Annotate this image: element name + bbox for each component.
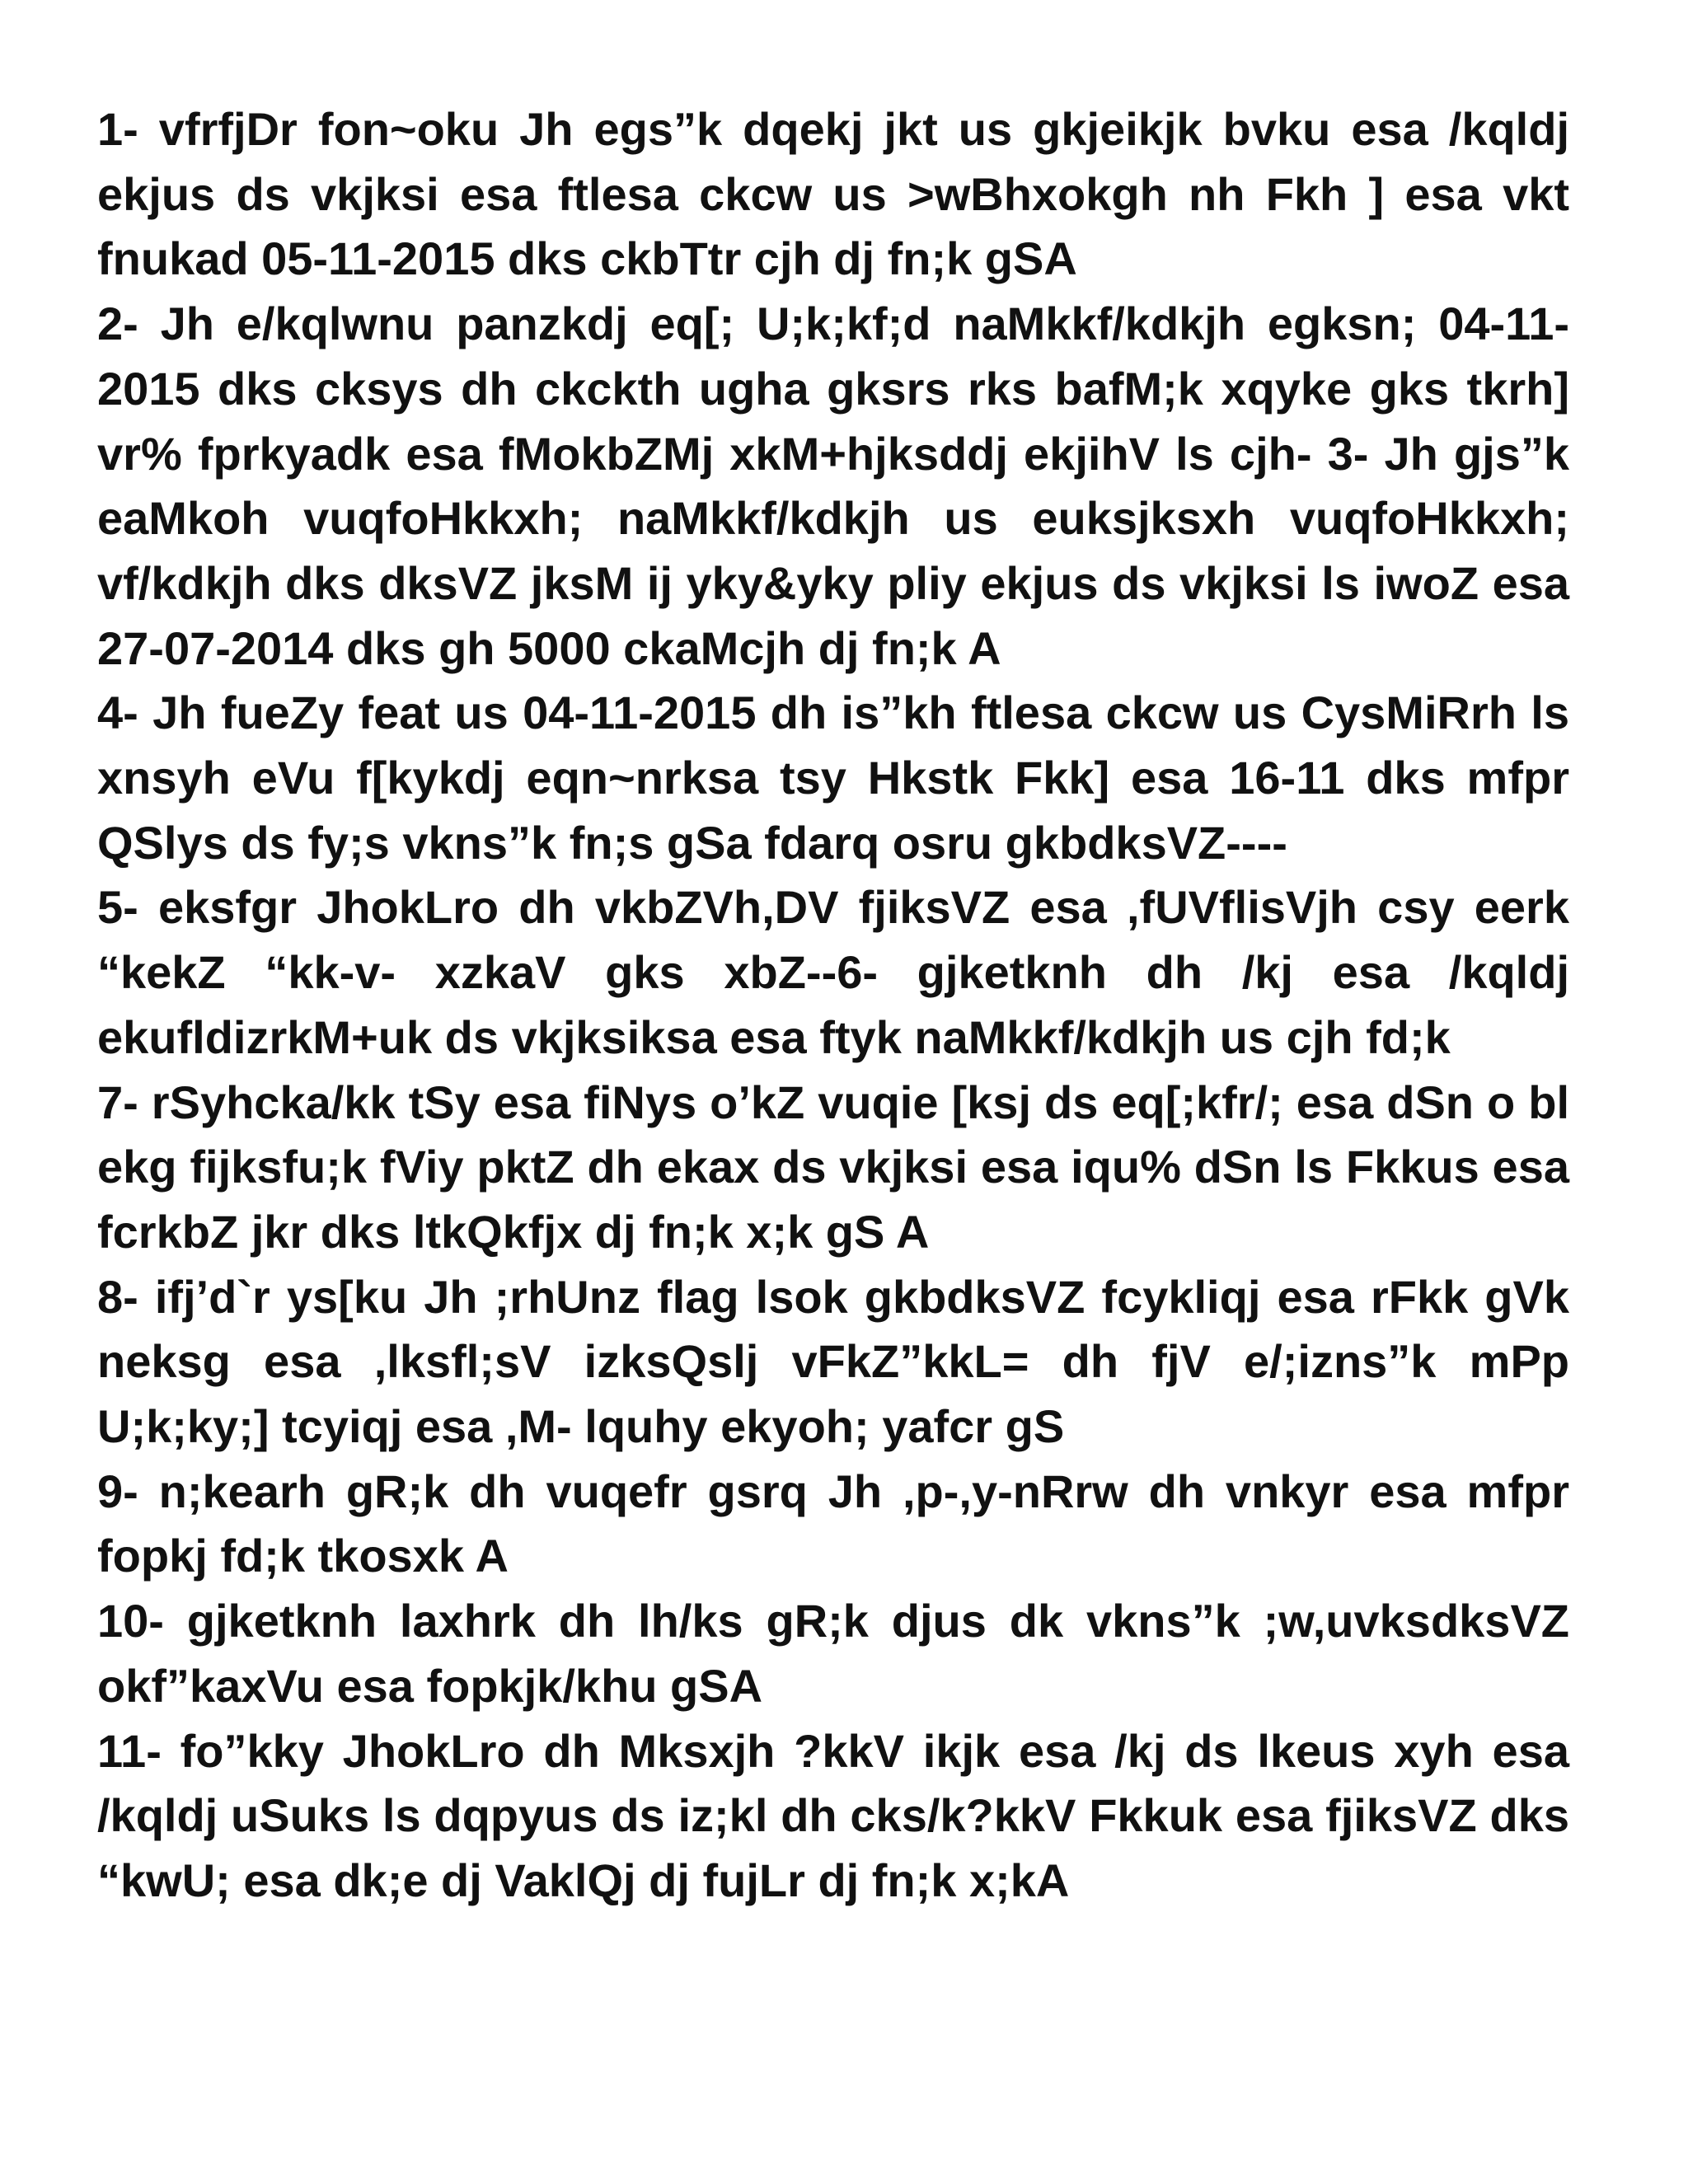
paragraph-2: 2- Jh e/kqlwnu panzkdj eq[; U;k;kf;d naMkkf/kdkjh egksn; 04-11-2015 dks cksys dh ckckth ugha gksrs rks bafM;k xqyke gks tkrh] vr% fprkyadk esa fMokbZMj xkM+hjksddj ekjihV ls cjh- 3- Jh gjs”k eaMkoh vuqfoHkkxh; naMkkf/kdkjh us euksjksxh vuqfoHkkxh; vf/kdkjh dks dksVZ jksM ij yky&yky pliy ekjus ds vkjksi ls iwoZ esa 27-07-2014 dks gh 5000 ckaMcjh dj fn;k A (97, 298, 1569, 674)
paragraph-8: 10- gjketknh laxhrk dh lh/ks gR;k djus dk vkns”k ;w,uvksdksVZ okf”kaxVu esa fopkjk/khu gSA (97, 1595, 1569, 1712)
paragraph-9: 11- fo”kky JhokLro dh Mksxjh ?kkV ikjk esa /kj ds lkeus xyh esa /kqldj uSuks ls dqpyus ds iz;kl dh cks/k?kkV Fkkuk esa fjiksVZ dks “kwU; esa dk;e dj VaklQj dj fujLr dj fn;k x;kA (97, 1724, 1569, 1906)
paragraph-6: 8- ifj’d`r ys[ku Jh ;rhUnz flag lsok gkbdksVZ fcykliqj esa rFkk gVk neksg esa ,lksfl;sV izksQslj vFkZ”kkL= dh fjV e/;izns”k mPp U;k;ky;] tcyiqj esa ,M- lquhy ekyoh; yafcr gS (97, 1270, 1569, 1453)
paragraph-4: 5- eksfgr JhokLro dh vkbZVh,DV fjiksVZ esa ,fUVflisVjh csy eerk “kekZ “kk-v- xzkaV gks xbZ--6- gjketknh dh /kj esa /kqldj ekufldizrkM+uk ds vkjksiksa esa ftyk naMkkf/kdkjh us cjh fd;k (97, 881, 1569, 1063)
paragraph-1: 1- vfrfjDr fon~oku Jh egs”k dqekj jkt us gkjeikjk bvku esa /kqldj ekjus ds vkjksi esa ftlesa ckcw us >wBhxokgh nh Fkh ] esa vkt fnukad 05-11-2015 dks ckbTtr cjh dj fn;k gSA (97, 103, 1569, 285)
paragraph-5: 7- rSyhcka/kk tSy esa fiNys o’kZ vuqie [ksj ds eq[;kfr/; esa dSn o bl ekg fijksfu;k fViy pktZ dh ekax ds vkjksi esa iqu% dSn ls Fkkus esa fcrkbZ jkr dks ltkQkfjx dj fn;k x;k gS A (97, 1076, 1569, 1258)
paragraph-7: 9- n;kearh gR;k dh vuqefr gsrq Jh ,p-,y-nRrw dh vnkyr esa mfpr fopkj fd;k tkosxk A (97, 1465, 1569, 1582)
document-page (97, 97, 1569, 1914)
paragraph-3: 4- Jh fueZy feat us 04-11-2015 dh is”kh ftlesa ckcw us CysMiRrh ls xnsyh eVu f[kykdj eqn~nrksa tsy Hkstk Fkk] esa 16-11 dks mfpr QSlys ds fy;s vkns”k fn;s gSa fdarq osru gkbdksVZ---- (97, 687, 1569, 869)
